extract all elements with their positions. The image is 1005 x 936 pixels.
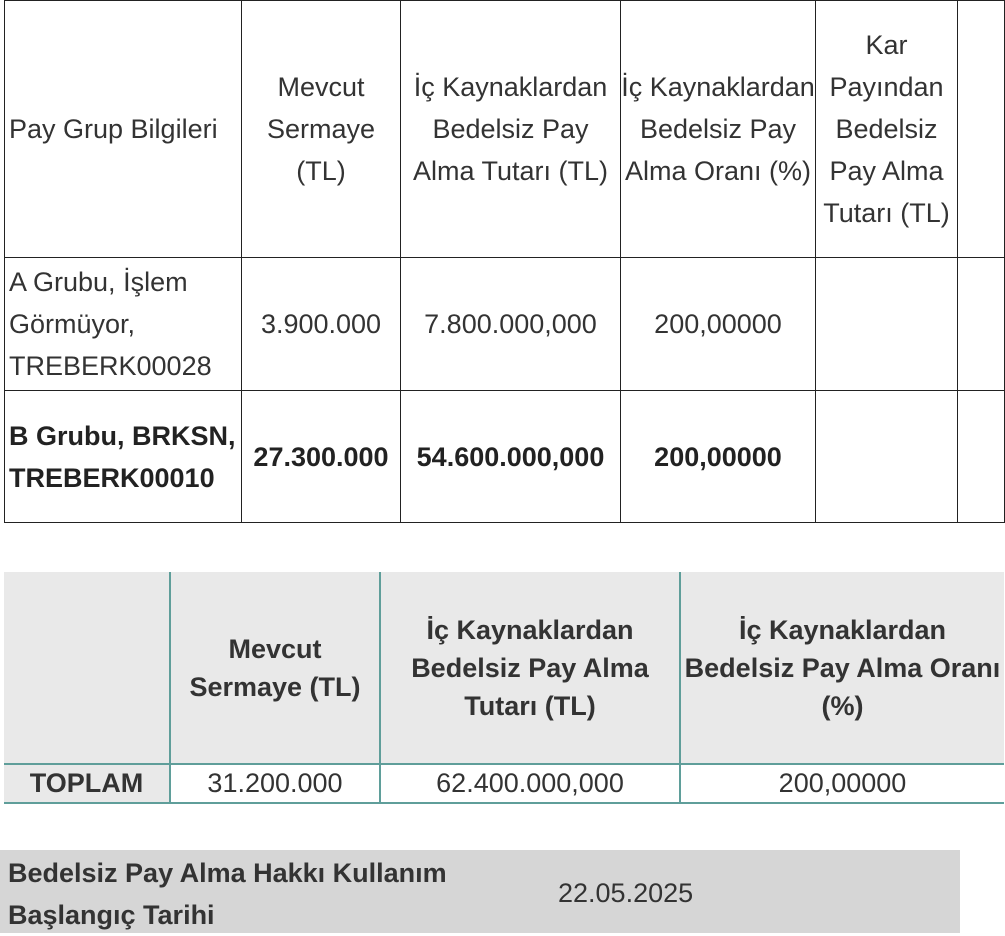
header-dividend-bonus-amount: Kar Payından Bedelsiz Pay Alma Tutarı (TL) <box>816 1 958 258</box>
table-row <box>5 391 1005 523</box>
cell-overflow <box>958 258 1005 391</box>
pay-group-table <box>4 0 1005 523</box>
header-bonus-amount: İç Kaynaklardan Bedelsiz Pay Alma Tutarı (TL) <box>401 1 621 258</box>
header-pay-group-info: Pay Grup Bilgileri <box>5 1 242 258</box>
header-overflow-column <box>958 1 1005 258</box>
rights-start-date-label: Bedelsiz Pay Alma Hakkı Kullanım Başlangıç Tarihi <box>8 858 447 930</box>
table-header-row <box>5 1 1005 258</box>
total-label: TOPLAM <box>4 764 170 803</box>
cell-bonus-rate: 200,00000 <box>621 391 816 523</box>
total-header-row <box>4 572 1004 764</box>
cell-group-info: B Grubu, BRKSN, TREBERK00010 <box>5 391 242 523</box>
cell-current-capital: 27.300.000 <box>242 391 401 523</box>
cell-overflow <box>958 391 1005 523</box>
total-bonus-rate: 200,00000 <box>680 764 1004 803</box>
header-current-capital: Mevcut Sermaye (TL) <box>170 572 380 764</box>
header-bonus-rate: İç Kaynaklardan Bedelsiz Pay Alma Oranı (%) <box>621 1 816 258</box>
table-row <box>5 258 1005 391</box>
cell-dividend-bonus-amount <box>816 391 958 523</box>
total-bonus-amount: 62.400.000,000 <box>380 764 680 803</box>
total-row <box>4 764 1004 803</box>
rights-start-date-row <box>0 850 960 933</box>
cell-bonus-amount: 54.600.000,000 <box>401 391 621 523</box>
total-table <box>4 572 1004 804</box>
cell-current-capital: 3.900.000 <box>242 258 401 391</box>
header-current-capital: Mevcut Sermaye (TL) <box>242 1 401 258</box>
rights-start-date-value: 22.05.2025 <box>558 878 694 908</box>
cell-dividend-bonus-amount <box>816 258 958 391</box>
header-bonus-rate: İç Kaynaklardan Bedelsiz Pay Alma Oranı (%) <box>680 572 1004 764</box>
header-bonus-amount: İç Kaynaklardan Bedelsiz Pay Alma Tutarı (TL) <box>380 572 680 764</box>
cell-group-info: A Grubu, İşlem Görmüyor, TREBERK00028 <box>5 258 242 391</box>
header-empty-corner <box>4 572 170 764</box>
cell-bonus-amount: 7.800.000,000 <box>401 258 621 391</box>
cell-bonus-rate: 200,00000 <box>621 258 816 391</box>
total-current-capital: 31.200.000 <box>170 764 380 803</box>
